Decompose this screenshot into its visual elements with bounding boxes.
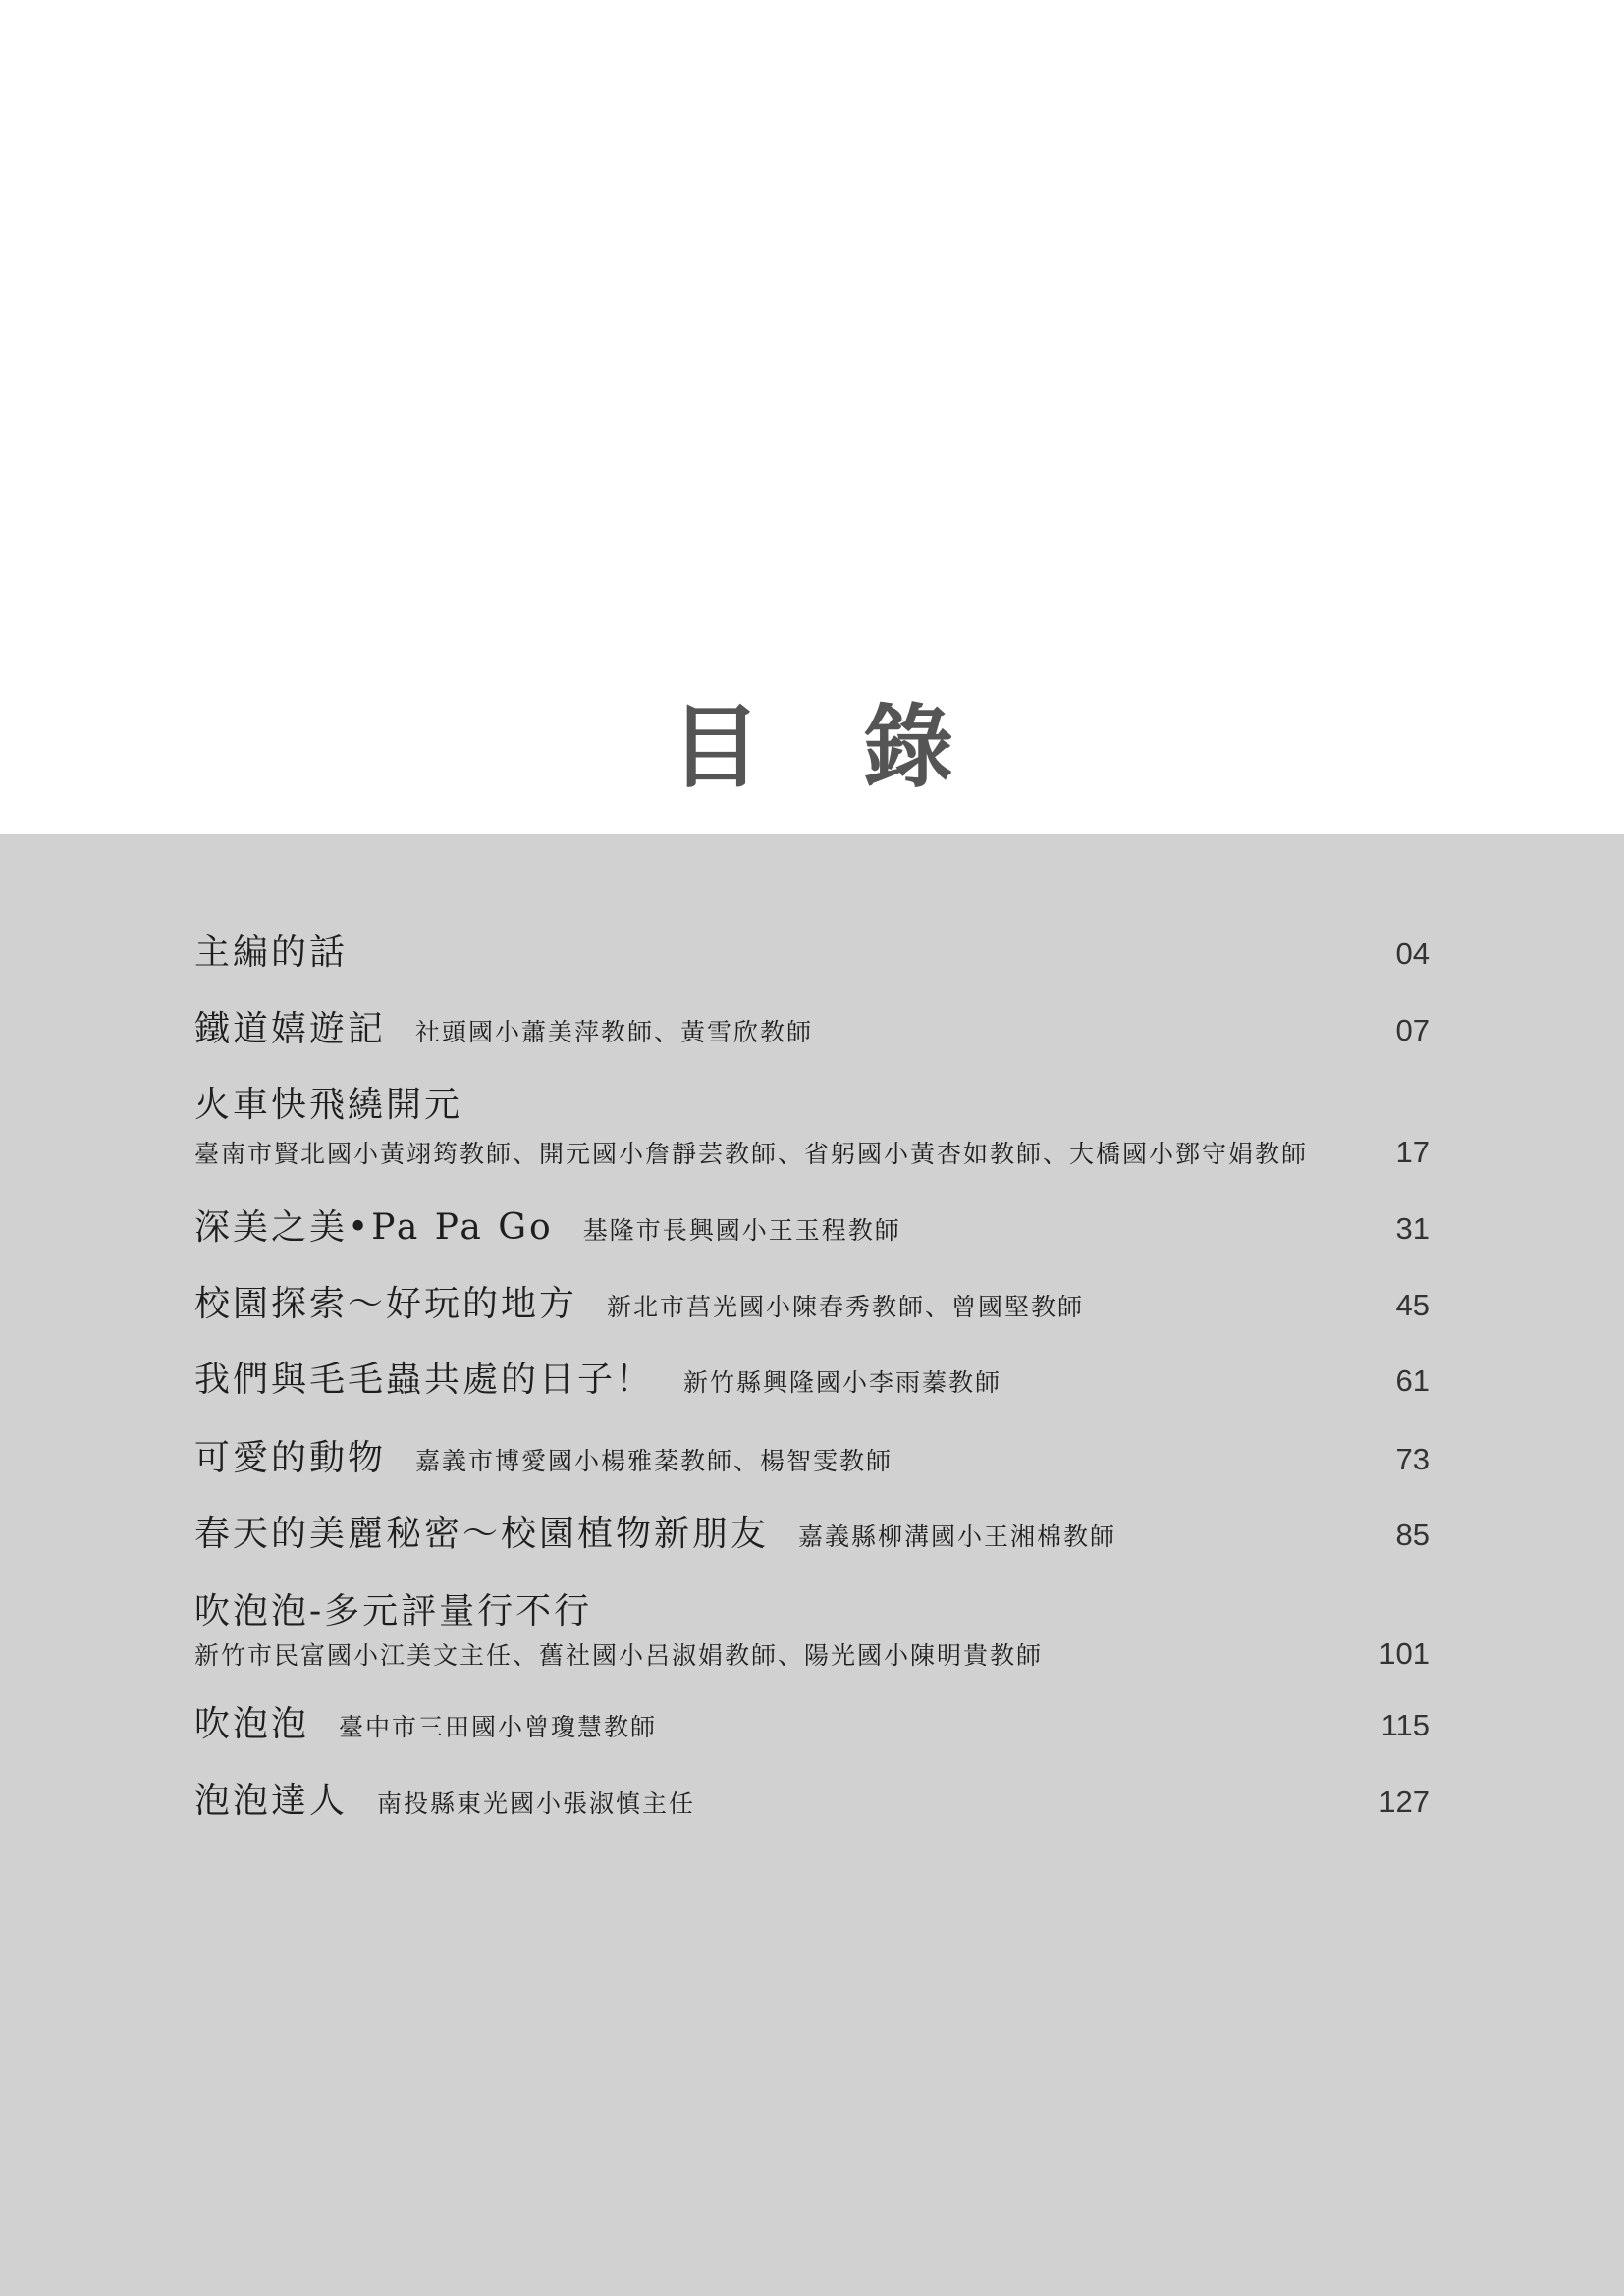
entry-authors: 南投縣東光國小張淑慎主任	[377, 1789, 696, 1818]
entry-authors: 社頭國小蕭美萍教師、黃雪欣教師	[415, 1018, 814, 1046]
toc-entry-text	[194, 1779, 695, 1827]
toc-entry	[194, 1779, 1430, 1824]
entry-title: 主編的話	[194, 933, 349, 973]
toc-entry-author-line	[194, 1135, 1430, 1170]
entry-page-number: 85	[1395, 1518, 1430, 1552]
page-title: 目 錄	[670, 695, 954, 800]
entry-authors: 臺中市三田國小曾瓊慧教師	[339, 1713, 658, 1741]
toc-entry-text	[194, 1358, 1001, 1406]
entry-page-number: 31	[1395, 1211, 1430, 1246]
toc-entry	[194, 1436, 1430, 1481]
entry-title: 吹泡泡	[194, 1704, 310, 1744]
toc-entry	[194, 1512, 1430, 1557]
entry-page-number: 61	[1395, 1363, 1430, 1398]
toc-entry-text	[194, 1007, 813, 1055]
entry-page-number: 04	[1395, 936, 1430, 971]
entry-authors: 嘉義縣柳溝國小王湘棉教師	[798, 1522, 1117, 1551]
toc-entry-text	[194, 931, 348, 976]
entry-title: 吹泡泡-多元評量行不行	[194, 1591, 593, 1631]
entry-page-number: 127	[1379, 1785, 1430, 1819]
entry-authors: 新北市莒光國小陳春秀教師、曾國堅教師	[607, 1293, 1085, 1321]
entry-authors: 嘉義市博愛國小楊雅棻教師、楊智雯教師	[415, 1447, 893, 1475]
entry-page-number: 101	[1379, 1636, 1430, 1671]
entry-page-number: 73	[1395, 1442, 1430, 1476]
entry-title: 春天的美麗秘密～校園植物新朋友	[194, 1514, 770, 1554]
toc-entry	[194, 1007, 1430, 1052]
entry-title: 校園探索～好玩的地方	[194, 1284, 578, 1324]
toc-entry	[194, 1358, 1430, 1403]
entry-page-number: 17	[1395, 1135, 1430, 1169]
toc-entry-text	[194, 1702, 657, 1750]
toc-entry-author-line	[194, 1636, 1430, 1672]
entry-title: 深美之美•Pa Pa Go	[194, 1207, 554, 1248]
toc-entry	[194, 1205, 1430, 1251]
entry-page-number: 115	[1380, 1708, 1430, 1742]
toc-entry-title-line	[194, 1589, 1430, 1634]
toc-entry-text	[194, 1436, 893, 1484]
entry-title: 火車快飛繞開元	[194, 1085, 463, 1125]
entry-title: 我們與毛毛蟲共處的日子！	[194, 1360, 655, 1400]
entry-title: 可愛的動物	[194, 1438, 387, 1478]
entry-title: 泡泡達人	[194, 1781, 349, 1821]
header-area	[0, 0, 1624, 834]
toc-entry	[194, 931, 1430, 976]
entry-authors: 新竹縣興隆國小李雨蓁教師	[683, 1368, 1002, 1397]
entry-title: 鐵道嬉遊記	[194, 1009, 387, 1049]
toc-entry-text	[194, 1512, 1116, 1560]
toc-entry-title-line	[194, 1083, 1430, 1128]
entry-authors: 臺南市賢北國小黃翊筠教師、開元國小詹靜芸教師、省躬國小黃杏如教師、大橋國小鄧守娟教師	[194, 1140, 1309, 1168]
entry-page-number: 45	[1395, 1288, 1430, 1322]
entry-authors: 新竹市民富國小江美文主任、舊社國小呂淑娟教師、陽光國小陳明貴教師	[194, 1641, 1044, 1670]
toc-entry-text	[194, 1282, 1084, 1330]
entry-authors: 基隆市長興國小王玉程教師	[582, 1216, 901, 1245]
toc-panel	[0, 834, 1624, 2296]
toc-entry-text	[194, 1205, 901, 1254]
entry-page-number: 07	[1395, 1013, 1430, 1047]
toc-entry	[194, 1282, 1430, 1327]
toc-entry	[194, 1702, 1430, 1747]
toc-entry	[194, 1589, 1430, 1672]
toc-entry	[194, 1083, 1430, 1170]
